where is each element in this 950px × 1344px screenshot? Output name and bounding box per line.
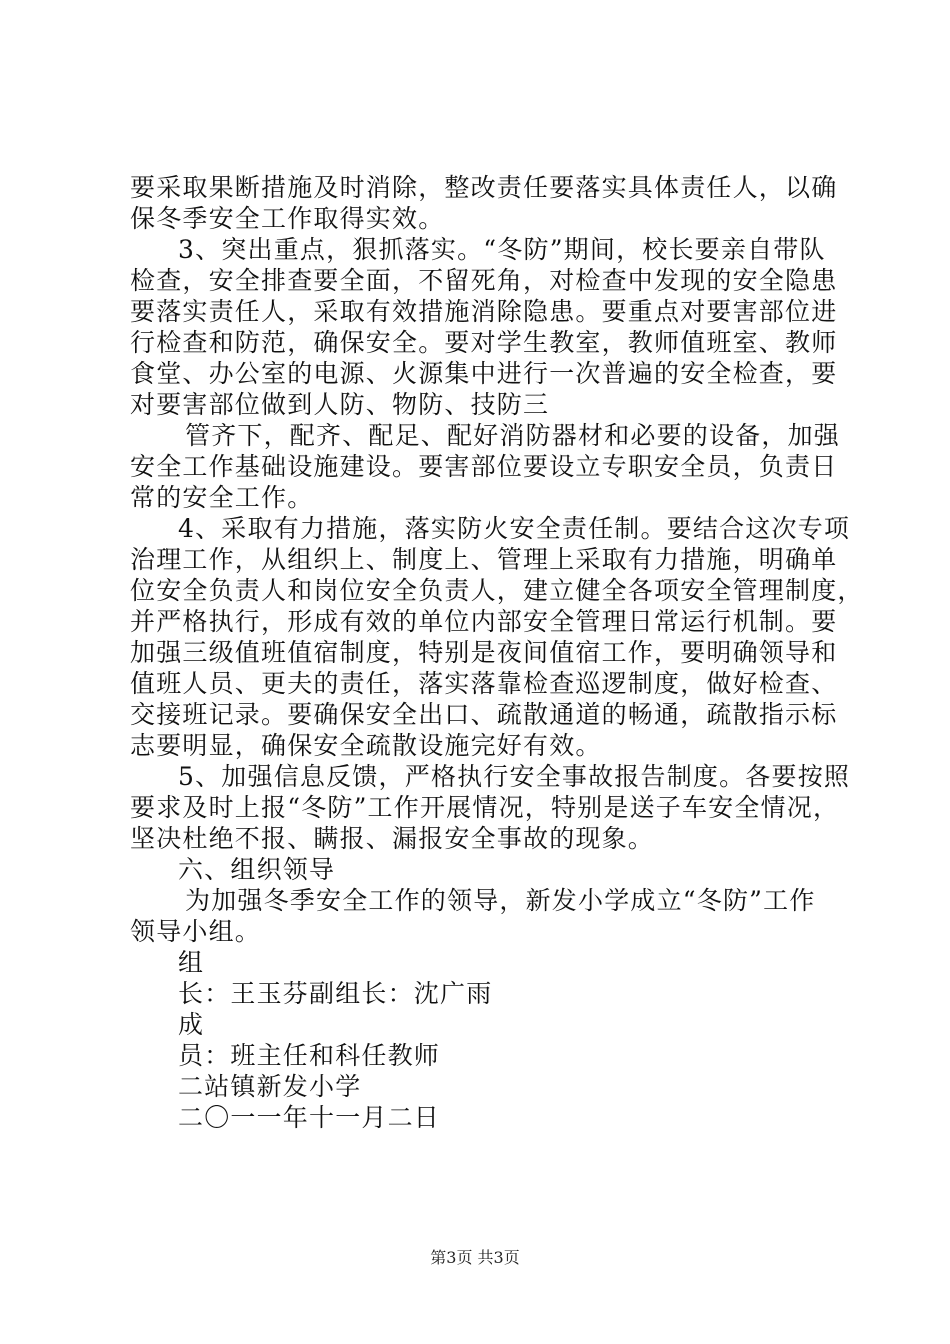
text-line: 二站镇新发小学 bbox=[178, 1072, 362, 1101]
text-line: 成 bbox=[178, 1010, 205, 1039]
text-line: 领导小组。 bbox=[130, 917, 262, 946]
text-line: 4、采取有力措施，落实防火安全责任制。要结合这次专项 bbox=[178, 514, 851, 543]
text-line: 保冬季安全工作取得实效。 bbox=[130, 204, 445, 233]
text-line: 食堂、办公室的电源、火源集中进行一次普遍的安全检查，要 bbox=[130, 359, 838, 388]
text-line: 加强三级值班值宿制度，特别是夜间值宿工作，要明确领导和 bbox=[130, 638, 838, 667]
text-line: 行检查和防范，确保安全。要对学生教室，教师值班室、教师 bbox=[130, 328, 838, 357]
text-line: 为加强冬季安全工作的领导，新发小学成立“冬防”工作 bbox=[185, 886, 816, 915]
text-line: 组 bbox=[178, 948, 205, 977]
text-line: 要求及时上报“冬防”工作开展情况，特别是送子车安全情况， bbox=[130, 793, 840, 822]
text-line: 位安全负责人和岗位安全负责人，建立健全各项安全管理制度， bbox=[130, 576, 864, 605]
text-line: 管齐下，配齐、配足、配好消防器材和必要的设备，加强 bbox=[185, 421, 841, 450]
text-line: 要落实责任人，采取有效措施消除隐患。要重点对要害部位进 bbox=[130, 297, 838, 326]
text-line: 员：班主任和科任教师 bbox=[178, 1041, 441, 1070]
text-line: 二〇一一年十一月二日 bbox=[178, 1103, 441, 1132]
text-line: 六、组织领导 bbox=[178, 855, 336, 884]
page-footer: 第3页 共3页 bbox=[430, 1248, 520, 1267]
text-line: 5、加强信息反馈，严格执行安全事故报告制度。各要按照 bbox=[178, 762, 851, 791]
text-line: 安全工作基础设施建设。要害部位要设立专职安全员，负责日 bbox=[130, 452, 838, 481]
text-line: 坚决杜绝不报、瞒报、漏报安全事故的现象。 bbox=[130, 824, 655, 853]
text-line: 值班人员、更夫的责任，落实落靠检查巡逻制度，做好检查、 bbox=[130, 669, 838, 698]
text-line: 常的安全工作。 bbox=[130, 483, 314, 512]
text-line: 要采取果断措施及时消除，整改责任要落实具体责任人，以确 bbox=[130, 173, 838, 202]
text-line: 并严格执行，形成有效的单位内部安全管理日常运行机制。要 bbox=[130, 607, 838, 636]
text-line: 3、突出重点，狠抓落实。“冬防”期间，校长要亲自带队 bbox=[178, 235, 826, 264]
text-line: 治理工作，从组织上、制度上、管理上采取有力措施，明确单 bbox=[130, 545, 838, 574]
text-line: 交接班记录。要确保安全出口、疏散通道的畅通，疏散指示标 bbox=[130, 700, 838, 729]
text-line: 检查，安全排查要全面，不留死角，对检查中发现的安全隐患 bbox=[130, 266, 838, 295]
document-body bbox=[130, 172, 864, 1133]
text-line: 长：王玉芬副组长：沈广雨 bbox=[178, 979, 493, 1008]
text-line: 志要明显，确保安全疏散设施完好有效。 bbox=[130, 731, 602, 760]
text-line: 对要害部位做到人防、物防、技防三 bbox=[130, 390, 550, 419]
